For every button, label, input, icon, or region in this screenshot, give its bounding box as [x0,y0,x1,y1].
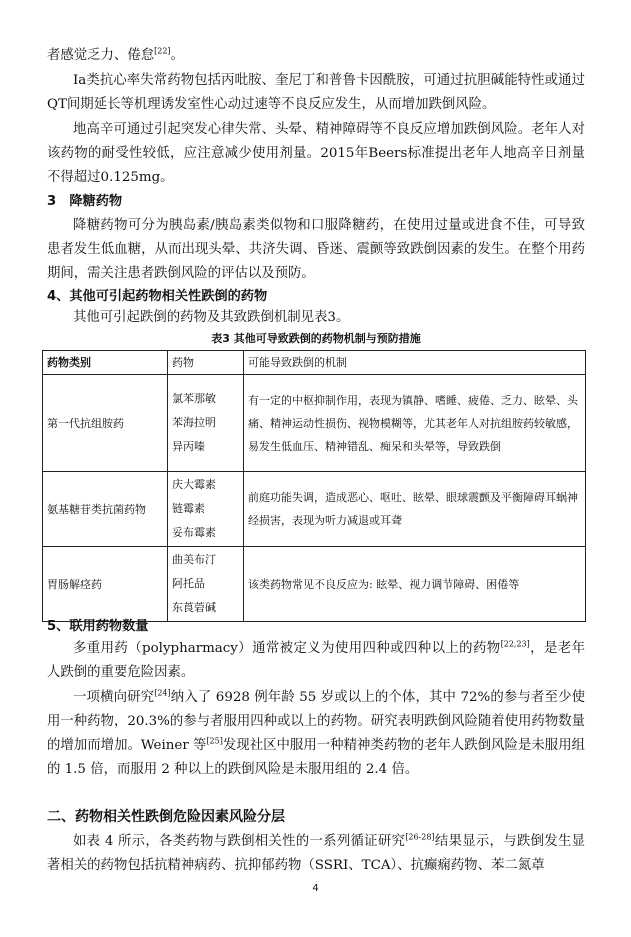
citation: [22,23] [500,639,530,649]
mechanism-cell: 有一定的中枢抑制作用，表现为镇静、嗜睡、疲倦、乏力、眩晕、头痛、精神运动性损伤、视物模糊等，尤其老年人对抗组胺药较敏感，易发生低血压、精神错乱、痴呆和头晕等，导致跌倒 [244,375,586,472]
table3 [42,350,586,622]
text: 多重用药（polypharmacy）通常被定义为使用四种或四种以上的药物 [73,641,501,656]
heading-section-2: 二、药物相关性跌倒危险因素风险分层 [47,809,285,825]
header-mechanism: 可能导致跌倒的机制 [244,351,586,375]
header-drug: 药物 [168,351,244,375]
paragraph-ia-antiarrhythmic: Ia类抗心率失常药物包括丙吡胺、奎尼丁和普鲁卡因酰胺，可通过抗胆碱能特性或通过QT间期延长等机理诱发室性心动过速等不良反应发生，从而增加跌倒风险。 [47,73,585,112]
paragraph-cross-sectional-study [47,686,585,782]
paragraph-digoxin: 地高辛可通过引起突发心律失常、头晕、精神障碍等不良反应增加跌倒风险。老年人对该药物的耐受性较低，应注意减少使用剂量。2015年Beers标准提出老年人地高辛日剂量不得超过0.125mg。 [47,122,585,185]
heading-hypoglycemic-drugs: 3 降糖药物 [47,194,123,209]
mechanism-cell: 前庭功能失调，造成恶心、呕吐、眩晕、眼球震颤及平衡障碍耳蜗神经损害，表现为听力减退或耳聋 [244,472,586,547]
drug-name: 东莨菪碱 [172,601,216,614]
table-row [43,375,586,472]
drugs-cell [168,375,244,472]
citation: [24] [154,688,171,698]
text: 。 [170,48,184,63]
drug-name: 苯海拉明 [172,416,216,429]
category-cell: 氨基糖苷类抗菌药物 [43,472,168,547]
table-header-row [43,351,586,375]
paragraph-table4 [47,830,585,878]
paragraph-polypharmacy [47,637,585,685]
drug-name: 异丙嗪 [172,440,205,453]
drug-name: 妥布霉素 [172,526,216,539]
text: 发现社区中服用一种精神类药物的老年人跌倒风险是未服用组的 1.5 倍，而服用 2 种以上的跌倒风险是未服用组的 2.4 倍。 [47,738,585,777]
category-cell: 胃肠解痉药 [43,547,168,622]
page-number: 4 [312,883,319,894]
drug-name: 庆大霉素 [172,478,216,491]
text: 纳入了 6928 例年龄 55 岁或以上的个体，其中 72%的参与者至少使用一种药物，20.3%的参与者服用四种或以上的药物。研究表明跌倒风险随着使用药物数量的增加而增加。Weiner 等 [47,690,585,753]
drug-name: 氯苯那敏 [172,392,216,405]
text: 结果显示，与跌倒发生显著相关的药物包括抗精神病药、抗抑郁药物（SSRI、TCA）、抗癫痫药物、苯二氮䓬 [47,834,586,873]
citation: [22] [154,46,171,56]
citation: [25] [206,736,223,746]
table3-caption: 表3 其他可导致跌倒的药物机制与预防措施 [211,332,421,345]
text: 者感觉乏力、倦怠 [47,48,155,63]
paragraph-fatigue [47,44,585,68]
text: ，是老年人跌倒的重要危险因素。 [47,641,585,680]
heading-drug-count: 5、联用药物数量 [47,619,149,634]
citation: [26-28] [405,832,435,842]
header-category: 药物类别 [43,351,168,375]
drug-name: 曲美布汀 [172,553,216,566]
drug-name: 链霉素 [172,502,205,515]
drugs-cell [168,472,244,547]
text: 如表 4 所示，各类药物与跌倒相关性的一系列循证研究 [73,834,406,849]
paragraph-see-table3: 其他可引起跌倒的药物及其致跌倒机制见表3。 [73,310,350,325]
drug-name: 阿托品 [172,577,205,590]
category-cell: 第一代抗组胺药 [43,375,168,472]
paragraph-hypoglycemic: 降糖药物可分为胰岛素/胰岛素类似物和口服降糖药，在使用过量或进食不佳，可导致患者发生低血糖，从而出现头晕、共济失调、昏迷、震颤等致跌倒因素的发生。在整个用药期间，需关注患者跌倒风险的评估以及预防。 [47,218,585,281]
text: 一项横向研究 [73,690,155,705]
heading-other-drugs: 4、其他可引起药物相关性跌倒的药物 [47,289,268,304]
table-row [43,547,586,622]
mechanism-cell: 该类药物常见不良反应为: 眩晕、视力调节障碍、困倦等 [244,547,586,622]
table-row [43,472,586,547]
drugs-cell [168,547,244,622]
